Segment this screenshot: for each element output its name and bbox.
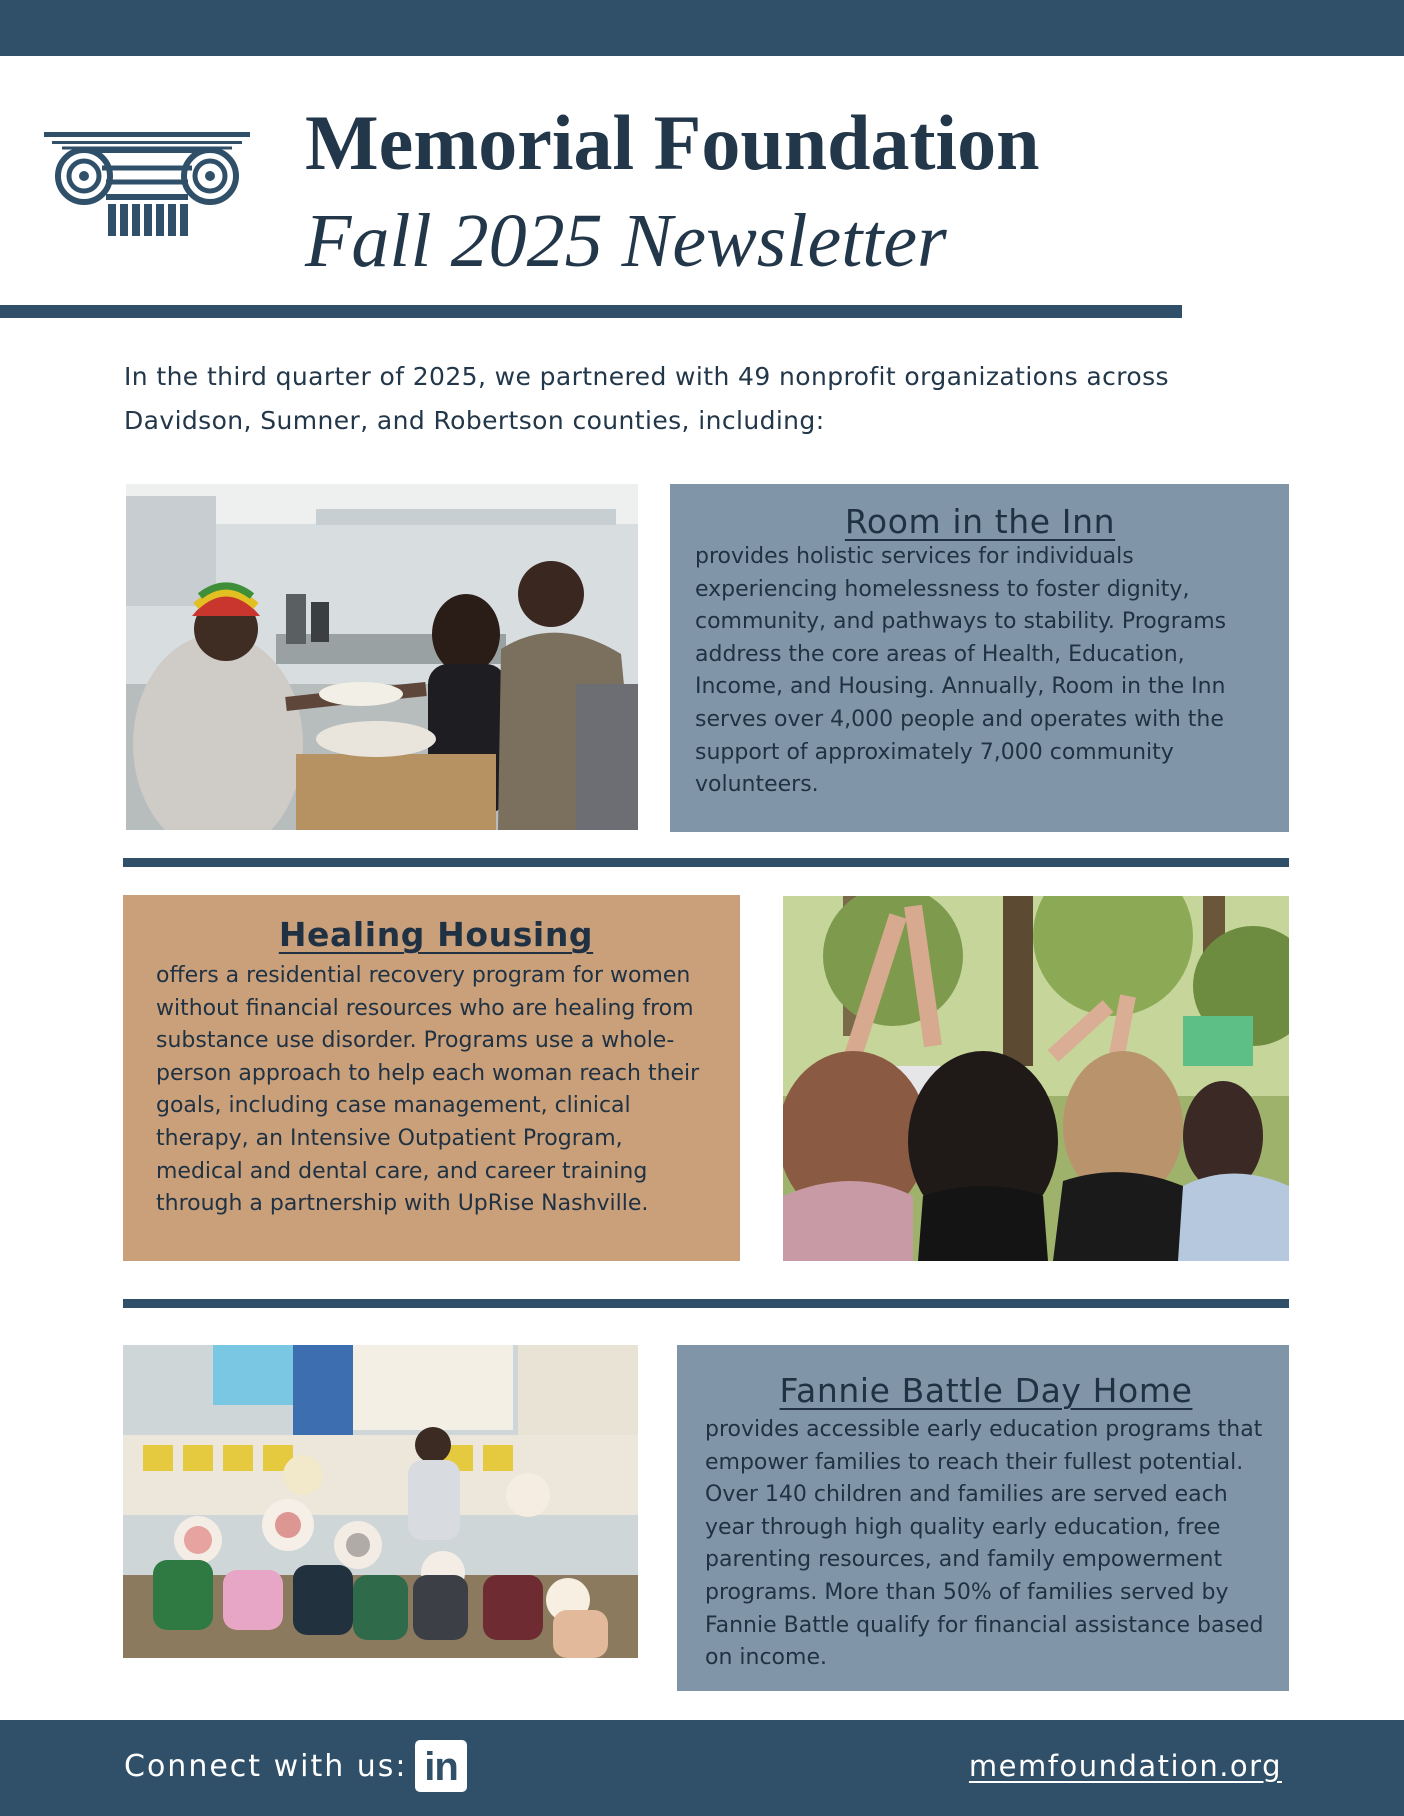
- volunteers-serving-meal-photo: [126, 484, 638, 830]
- section-divider: [123, 1299, 1289, 1308]
- children-with-paper-plate-faces-photo: [123, 1345, 638, 1658]
- website-link[interactable]: memfoundation.org: [968, 1749, 1282, 1783]
- women-making-heart-hands-photo: [783, 896, 1289, 1261]
- header-divider: [0, 305, 1182, 318]
- healing-housing-title: Healing Housing: [278, 915, 594, 954]
- connect-label: Connect with us:: [124, 1749, 408, 1784]
- room-in-the-inn-description: provides holistic services for individuals experiencing homelessness to foster dignity, community, and pathways to stability. Programs address the core areas of Health, Education, Income, and Housing. Annually, Room in the Inn serves over 4,000 people and operates with the support of approximately 7,000 community volunteers.: [695, 544, 1227, 798]
- healing-housing-description: offers a residential recovery program for women without financial resources who are healing from substance use disorder. Programs use a whole-person approach to help each woman reach their goals, including case management, clinical therapy, an Intensive Outpatient Program, medical and dental care, and career training through a partnership with UpRise Nashville.: [156, 963, 700, 1217]
- column-capital-logo-icon: [44, 126, 254, 244]
- healing-housing-card: [123, 895, 740, 1261]
- page-title: Memorial Foundation: [305, 99, 1040, 186]
- fannie-battle-day-home-card: [677, 1345, 1289, 1691]
- fannie-battle-title: Fannie Battle Day Home: [779, 1371, 1193, 1410]
- linkedin-icon[interactable]: in: [415, 1740, 467, 1792]
- intro-paragraph: In the third quarter of 2025, we partnered with 49 nonprofit organizations across Davidson, Sumner, and Robertson counties, including:: [124, 362, 1169, 435]
- newsletter-subtitle: Fall 2025 Newsletter: [305, 199, 947, 283]
- top-banner-bar: [0, 0, 1404, 56]
- section-divider: [123, 858, 1289, 867]
- room-in-the-inn-card: [670, 484, 1289, 832]
- fannie-battle-description: provides accessible early education programs that empower families to reach their fullest potential. Over 140 children and families are served each year through high quality early education, free parenting resources, and family empowerment programs. More than 50% of families served by Fannie Battle qualify for financial assistance based on income.: [705, 1417, 1264, 1671]
- room-in-the-inn-title: Room in the Inn: [844, 502, 1116, 541]
